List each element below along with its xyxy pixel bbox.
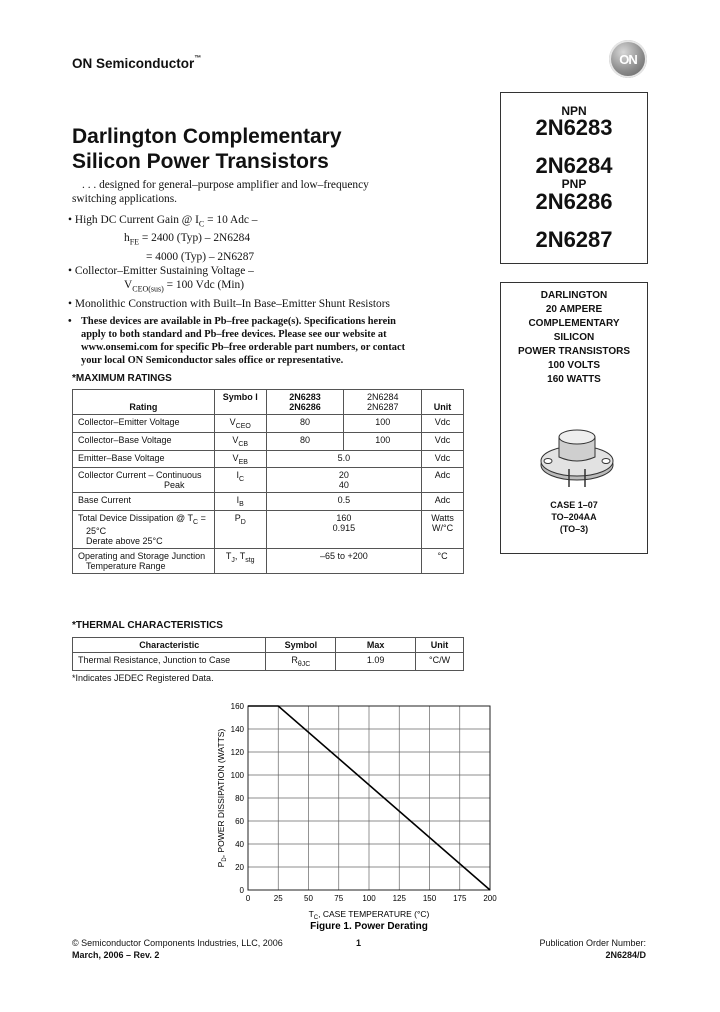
table-header-row	[73, 390, 464, 415]
npn-label: NPN	[561, 104, 587, 118]
table-row: Operating and Storage Junction Temperature Range $T_J$, $T_{stg}$ –65 to +200 °C	[73, 548, 464, 573]
bullet-monolithic: • Monolithic Construction with Built–In Base–Emitter Shunt Resistors	[68, 298, 390, 310]
part-2n6286: 2N6286	[535, 189, 613, 214]
col-symbol: Symbo l	[214, 390, 266, 415]
revision-date: March, 2006 – Rev. 2	[72, 950, 160, 960]
copyright: © Semiconductor Components Industries, LLC, 2006	[72, 938, 283, 948]
chart-title: Figure 1. Power Derating	[310, 921, 428, 932]
part-2n6287: 2N6287	[535, 227, 613, 252]
thermal-table	[72, 637, 464, 671]
page-number: 1	[356, 938, 362, 948]
max-ratings-heading: *MAXIMUM RATINGS	[72, 373, 172, 384]
y-axis-label: $P_D$, POWER DISSIPATION (WATTS)	[216, 728, 228, 868]
table-row: Thermal Resistance, Junction to Case $R_{\theta JC}$ 1.09 °C/W	[73, 653, 464, 671]
power-derating-chart	[212, 696, 508, 936]
publication-number: 2N6284/D	[605, 950, 646, 960]
x-axis-label: $T_C$, CASE TEMPERATURE (°C)	[308, 909, 430, 921]
col-2n6284-2n6287: 2N6284 2N6287	[344, 390, 422, 415]
y-tick-label: 20	[235, 863, 244, 872]
y-tick-label: 60	[235, 817, 244, 826]
bullet-voltage: • Collector–Emitter Sustaining Voltage – $V_{CEO(sus)} = 100$ Vdc (Min)	[68, 265, 254, 294]
intro-text: . . . designed for general–purpose amplifier and low–frequency switching applications.	[72, 179, 369, 205]
x-tick-label: 25	[273, 894, 283, 903]
brand-name	[72, 56, 201, 71]
col-unit: Unit	[422, 390, 464, 415]
table-row: Base Current $I_B$ 0.5 Adc	[73, 493, 464, 511]
y-tick-label: 40	[235, 840, 244, 849]
y-tick-label: 0	[239, 886, 244, 895]
on-logo: ON	[609, 40, 647, 78]
part-2n6284: 2N6284	[535, 153, 613, 178]
to3-package-image	[539, 421, 615, 491]
y-tick-label: 160	[230, 702, 244, 711]
part-number-box	[500, 92, 648, 264]
y-tick-label: 120	[230, 748, 244, 757]
bullet-gain: • High DC Current Gain @ $I_C = 10$ Adc – $h_{FE} = 2400$ (Typ) – 2N6284 = 4000 (Typ) – 2N6287	[68, 214, 258, 263]
max-ratings-table	[72, 389, 464, 574]
jedec-note: *Indicates JEDEC Registered Data.	[72, 673, 214, 683]
y-tick-label: 140	[230, 725, 244, 734]
col-2n6283-2n6286: 2N6283 2N6286	[266, 390, 344, 415]
thermal-heading: *THERMAL CHARACTERISTICS	[72, 620, 223, 631]
x-tick-label: 50	[304, 894, 313, 903]
x-tick-label: 75	[334, 894, 344, 903]
trademark: ™	[194, 55, 202, 62]
bullet-pbfree: • These devices are available in Pb–free package(s). Specifications herein apply to both standard and Pb–free devices. Please see our website at www.onsemi.com for specific Pb–free orderable part numbers, or contact your local ON Semiconductor sales office or representative.	[68, 316, 406, 366]
col-rating: Rating	[73, 390, 215, 415]
brand-text: ON Semiconductor	[72, 56, 195, 71]
table-row: Collector–Base Voltage $V_{CB}$ 80 100 Vdc	[73, 432, 464, 450]
x-tick-label: 200	[483, 894, 497, 903]
publication-label: Publication Order Number:	[539, 938, 646, 948]
description-box	[500, 282, 648, 554]
y-tick-label: 80	[235, 794, 244, 803]
case-label: CASE 1–07 TO–204AA (TO–3)	[550, 500, 598, 534]
device-description: DARLINGTON 20 AMPERE COMPLEMENTARY SILICON POWER TRANSISTORS 100 VOLTS 160 WATTS	[517, 290, 631, 385]
title-line-2: Silicon Power Transistors	[72, 150, 329, 173]
table-row: Collector Current – Continuous Peak $I_C$ 20 40 Adc	[73, 468, 464, 493]
part-2n6283: 2N6283	[535, 115, 613, 140]
y-tick-label: 100	[230, 771, 244, 780]
table-row: Collector–Emitter Voltage $V_{CEO}$ 80 100 Vdc	[73, 415, 464, 433]
x-tick-label: 0	[245, 894, 251, 903]
table-row: Total Device Dissipation @ $T_C$ = 25°C Derate above 25°C $P_D$ 160 0.915 Watts W/°C	[73, 511, 464, 549]
x-tick-label: 175	[453, 894, 467, 903]
pnp-label: PNP	[561, 177, 587, 191]
table-row: Emitter–Base Voltage $V_{EB}$ 5.0 Vdc	[73, 450, 464, 468]
x-tick-label: 100	[362, 894, 376, 903]
x-tick-label: 125	[392, 894, 406, 903]
table-header-row: Characteristic Symbol Max Unit	[73, 638, 464, 653]
x-tick-label: 150	[422, 894, 437, 903]
title-line-1: Darlington Complementary	[72, 125, 342, 148]
page-title	[72, 124, 342, 174]
